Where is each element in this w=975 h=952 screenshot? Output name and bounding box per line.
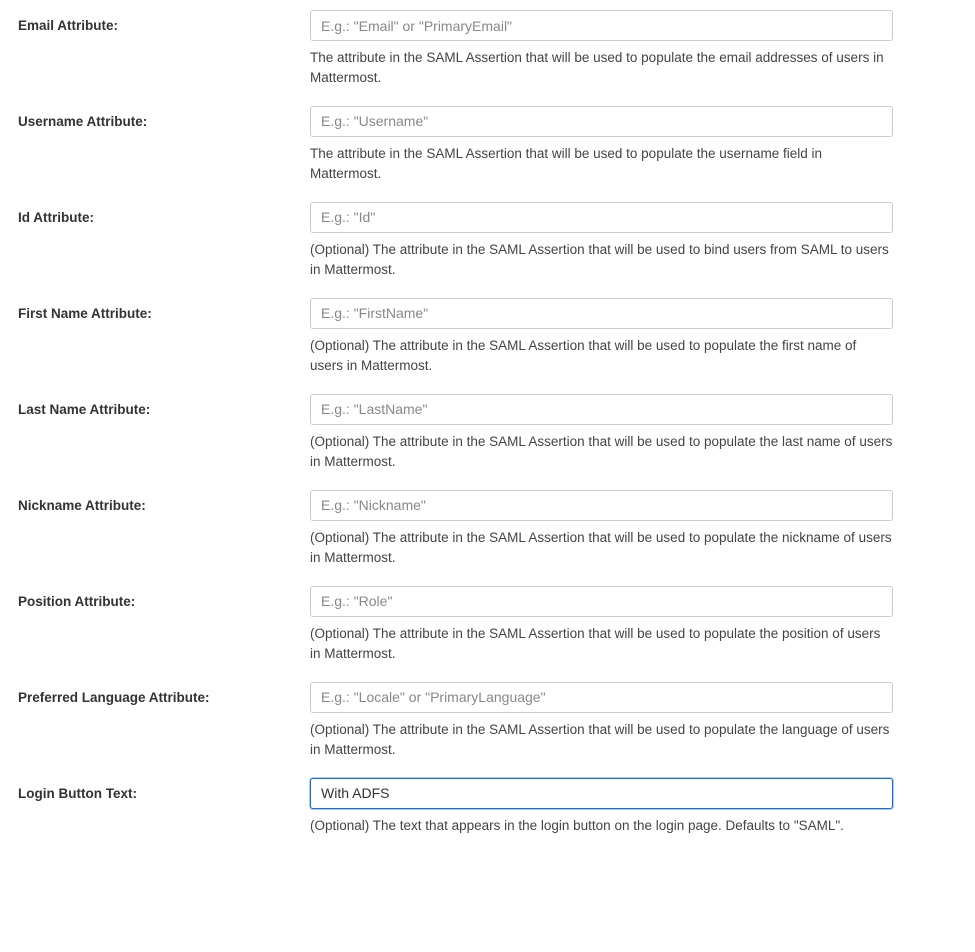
label-email-attribute: Email Attribute:: [18, 18, 119, 33]
username-attribute-input[interactable]: [310, 106, 893, 137]
label-preferred-language-attribute: Preferred Language Attribute:: [18, 689, 210, 705]
form-row-username-attribute: [0, 106, 975, 202]
label-nickname-attribute: Nickname Attribute:: [18, 497, 146, 513]
form-row-login-button-text: [0, 778, 975, 854]
field-position-attribute: [310, 586, 975, 682]
nickname-attribute-input[interactable]: [310, 490, 893, 521]
position-attribute-input[interactable]: [310, 586, 893, 617]
label-id-attribute: Id Attribute:: [18, 209, 94, 225]
help-first-name-attribute: (Optional) The attribute in the SAML Assertion that will be used to populate the first name of users in Mattermost.: [310, 337, 857, 373]
last-name-attribute-input[interactable]: [310, 394, 893, 425]
help-id-attribute: (Optional) The attribute in the SAML Assertion that will be used to bind users from SAML to users in Mattermost.: [310, 241, 889, 277]
help-last-name-attribute: (Optional) The attribute in the SAML Assertion that will be used to populate the last name of users in Mattermost.: [310, 433, 893, 469]
form-row-preferred-language-attribute: [0, 682, 975, 778]
preferred-language-attribute-input[interactable]: [310, 682, 893, 713]
label-last-name-attribute: Last Name Attribute:: [18, 401, 151, 417]
form-row-last-name-attribute: [0, 394, 975, 490]
label-first-name-attribute: First Name Attribute:: [18, 305, 152, 321]
field-login-button-text: [310, 778, 975, 854]
form-row-first-name-attribute: [0, 298, 975, 394]
field-preferred-language-attribute: [310, 682, 975, 778]
id-attribute-input[interactable]: [310, 202, 893, 233]
help-preferred-language-attribute: (Optional) The attribute in the SAML Assertion that will be used to populate the language of users in Mattermost.: [310, 721, 890, 757]
first-name-attribute-input[interactable]: [310, 298, 893, 329]
form-row-email-attribute: [0, 10, 975, 106]
label-position-attribute: Position Attribute:: [18, 593, 136, 609]
login-button-text-input[interactable]: [310, 778, 893, 809]
form-row-nickname-attribute: [0, 490, 975, 586]
field-username-attribute: [310, 106, 975, 202]
help-nickname-attribute: (Optional) The attribute in the SAML Assertion that will be used to populate the nickname of users in Mattermost.: [310, 529, 892, 565]
form-row-position-attribute: [0, 586, 975, 682]
help-login-button-text: (Optional) The text that appears in the login button on the login page. Defaults to "SAML".: [310, 817, 844, 833]
label-login-button-text: Login Button Text:: [18, 785, 137, 801]
field-nickname-attribute: [310, 490, 975, 586]
field-id-attribute: [310, 202, 975, 298]
field-email-attribute: [310, 10, 975, 106]
email-attribute-input[interactable]: [310, 10, 893, 41]
help-email-attribute: The attribute in the SAML Assertion that will be used to populate the email addresses of users in Mattermost.: [310, 50, 884, 85]
help-position-attribute: (Optional) The attribute in the SAML Assertion that will be used to populate the position of users in Mattermost.: [310, 625, 881, 661]
label-username-attribute: Username Attribute:: [18, 113, 148, 129]
help-username-attribute: The attribute in the SAML Assertion that will be used to populate the username field in Mattermost.: [310, 145, 823, 181]
form-row-id-attribute: [0, 202, 975, 298]
field-first-name-attribute: [310, 298, 975, 394]
field-last-name-attribute: [310, 394, 975, 490]
